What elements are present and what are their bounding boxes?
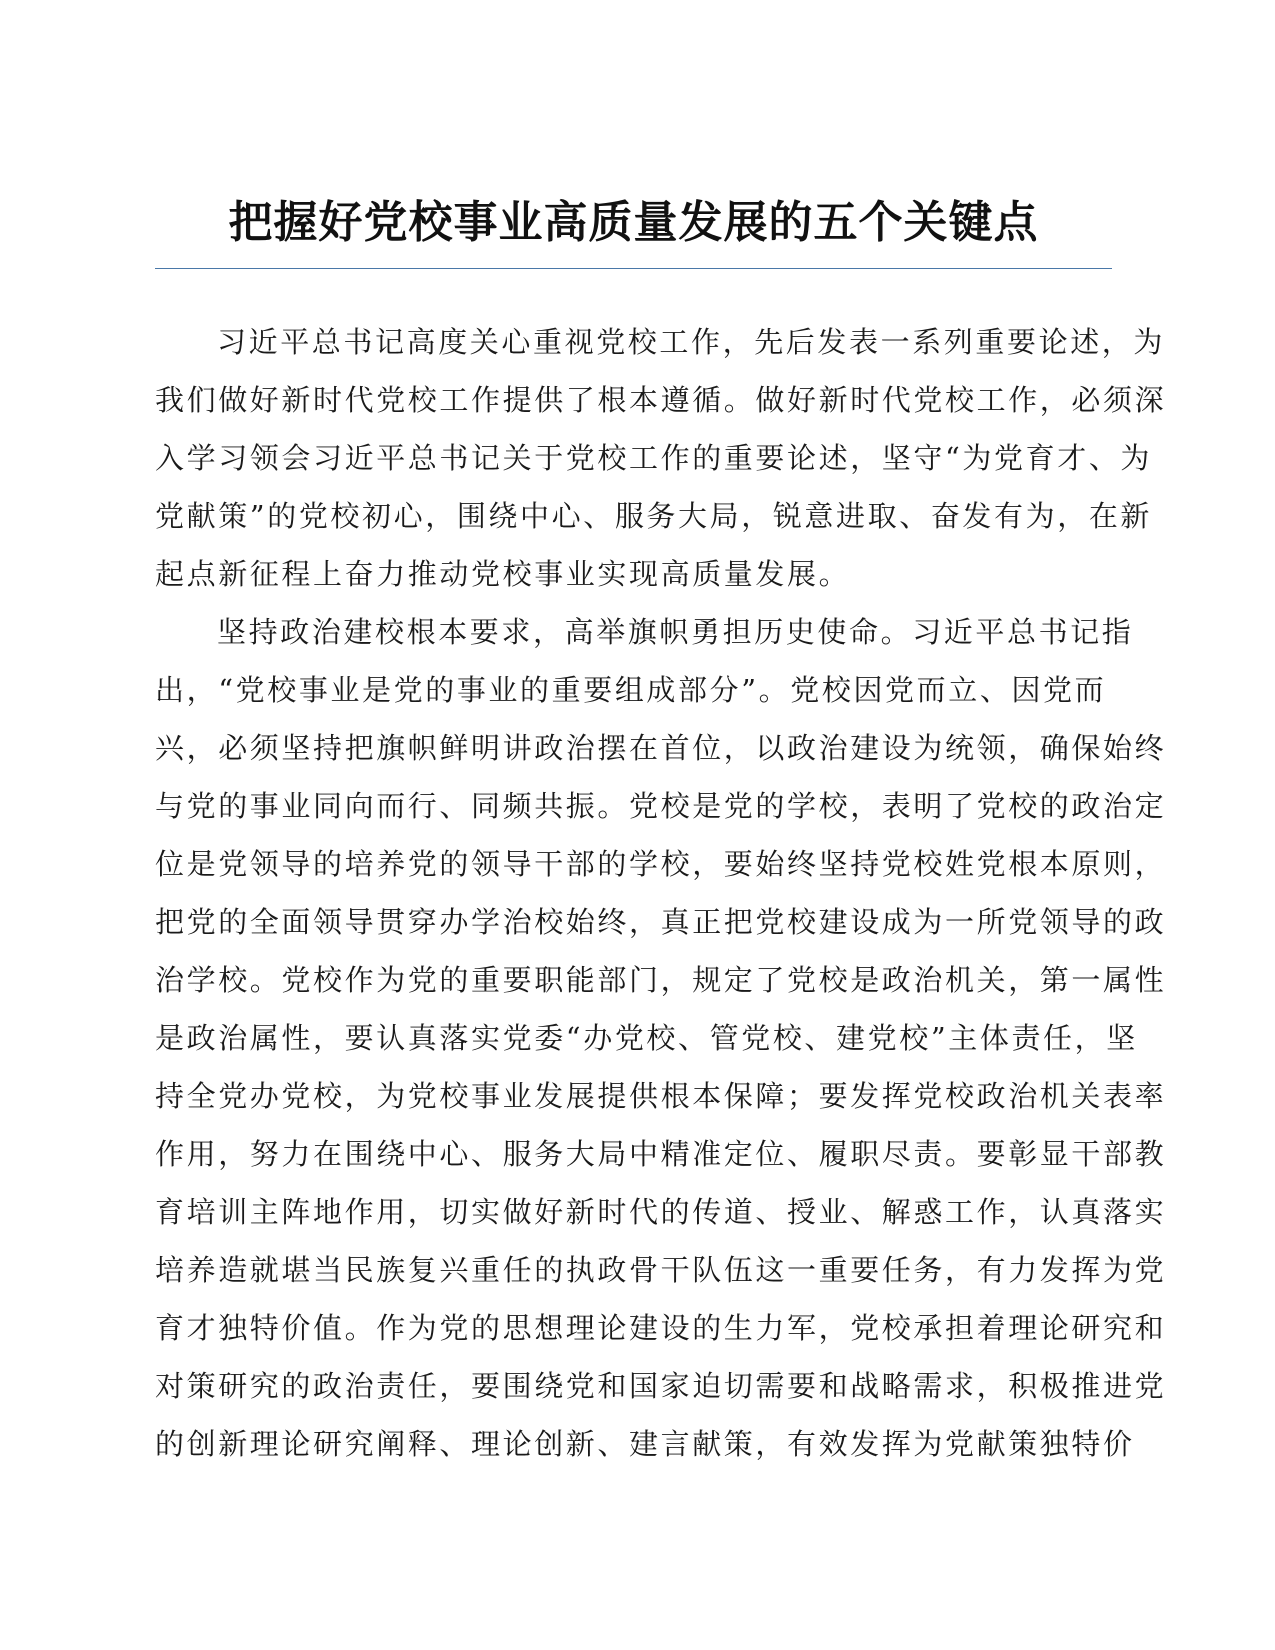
title-divider (155, 268, 1112, 269)
text-line: 把党的全面领导贯穿办学治校始终，真正把党校建设成为一所党领导的政 (155, 905, 1167, 939)
text-line: 习近平总书记高度关心重视党校工作，先后发表一系列重要论述，为 (217, 325, 1166, 359)
paragraph-1 (155, 313, 1167, 603)
document-title: 把握好党校事业高质量发展的五个关键点 (228, 197, 1039, 248)
text-line: 入学习领会习近平总书记关于党校工作的重要论述，坚守“为党育才、为 (155, 441, 1153, 475)
text-line: 的创新理论研究阐释、理论创新、建言献策，有效发挥为党献策独特价 (155, 1427, 1135, 1461)
text-line: 治学校。党校作为党的重要职能部门，规定了党校是政治机关，第一属性 (155, 963, 1167, 997)
text-line: 持全党办党校，为党校事业发展提供根本保障；要发挥党校政治机关表率 (155, 1079, 1167, 1113)
text-line: 起点新征程上奋力推动党校事业实现高质量发展。 (155, 557, 851, 591)
text-line: 与党的事业同向而行、同频共振。党校是党的学校，表明了党校的政治定 (155, 789, 1167, 823)
text-line: 对策研究的政治责任，要围绕党和国家迫切需要和战略需求，积极推进党 (155, 1369, 1167, 1403)
text-line: 育培训主阵地作用，切实做好新时代的传道、授业、解惑工作，认真落实 (155, 1195, 1167, 1229)
document-body (155, 313, 1167, 1473)
text-line: 我们做好新时代党校工作提供了根本遵循。做好新时代党校工作，必须深 (155, 383, 1167, 417)
text-line: 出，“党校事业是党的事业的重要组成部分”。党校因党而立、因党而 (155, 673, 1107, 707)
text-line: 兴，必须坚持把旗帜鲜明讲政治摆在首位，以政治建设为统领，确保始终 (155, 731, 1167, 765)
text-line: 育才独特价值。作为党的思想理论建设的生力军，党校承担着理论研究和 (155, 1311, 1167, 1345)
text-line: 是政治属性，要认真落实党委“办党校、管党校、建党校”主体责任，坚 (155, 1021, 1138, 1055)
text-line: 位是党领导的培养党的领导干部的学校，要始终坚持党校姓党根本原则， (155, 847, 1167, 881)
text-line: 培养造就堪当民族复兴重任的执政骨干队伍这一重要任务，有力发挥为党 (155, 1253, 1167, 1287)
text-line: 作用，努力在围绕中心、服务大局中精准定位、履职尽责。要彰显干部教 (155, 1137, 1167, 1171)
text-line: 党献策”的党校初心，围绕中心、服务大局，锐意进取、奋发有为，在新 (155, 499, 1153, 533)
paragraph-2 (155, 603, 1167, 1473)
text-line: 坚持政治建校根本要求，高举旗帜勇担历史使命。习近平总书记指 (217, 615, 1134, 649)
